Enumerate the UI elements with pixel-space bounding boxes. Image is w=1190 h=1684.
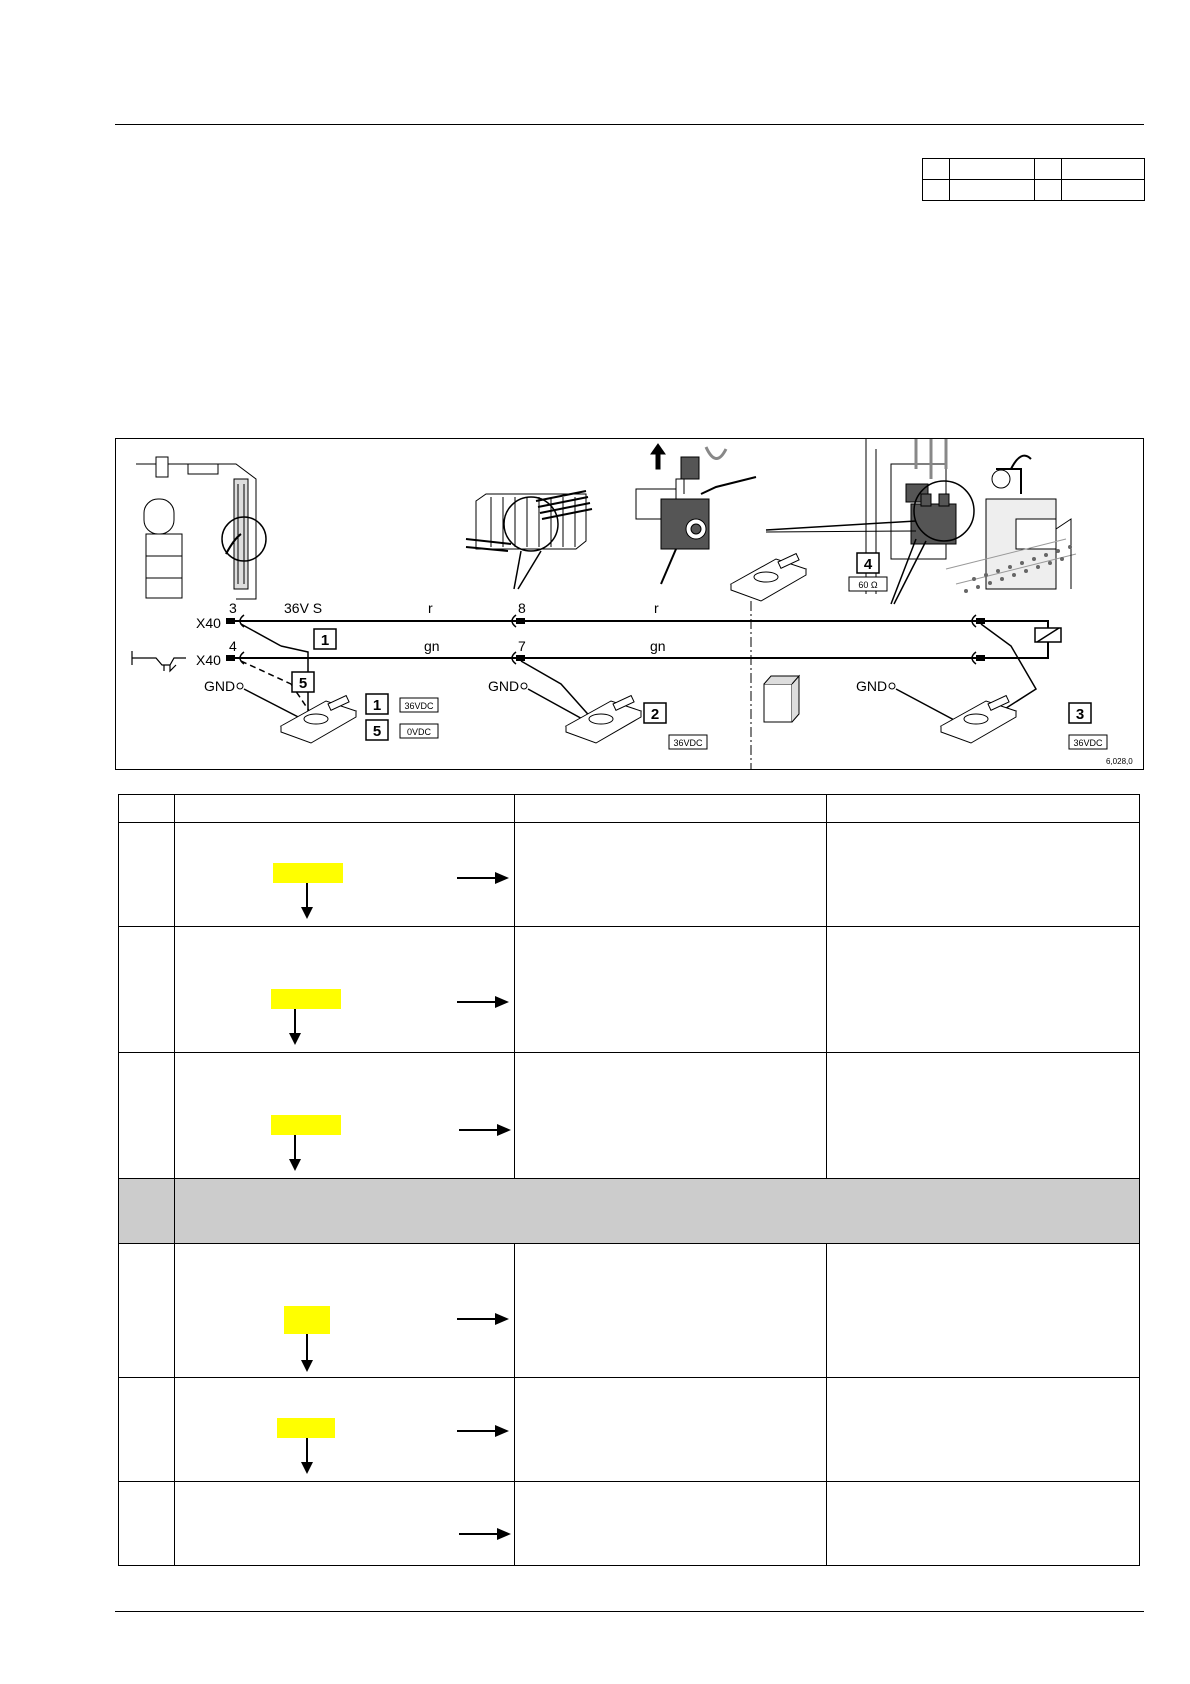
- signal-label: 36V S: [284, 600, 323, 616]
- terminal: [976, 655, 985, 661]
- wiring-diagram: [115, 438, 1144, 770]
- flow-line: [306, 883, 308, 907]
- ref-cell: [950, 180, 1035, 201]
- ref-cell: [950, 159, 1035, 180]
- header-cell: [515, 795, 827, 823]
- flow-line: [457, 877, 495, 879]
- step-3-marker: 3: [1075, 706, 1085, 723]
- step-cell: [119, 1053, 175, 1179]
- gnd-label-1: GND: [204, 678, 236, 694]
- table-row: [119, 1482, 1140, 1566]
- shaded-cell: [175, 1179, 1140, 1244]
- action-cell: [827, 1053, 1140, 1179]
- result-cell: [515, 1482, 827, 1566]
- wire-gn-label-2: gn: [650, 638, 666, 654]
- action-cell: [827, 1482, 1140, 1566]
- down-arrow-icon: [289, 1033, 301, 1045]
- terminal: [516, 655, 525, 661]
- step-cell: [119, 823, 175, 927]
- x40-top-label: X40: [196, 615, 221, 631]
- ref-cell: [923, 180, 950, 201]
- shaded-cell: [119, 1179, 175, 1244]
- check-cell: [175, 1482, 515, 1566]
- reading-step-2: 36VDC: [673, 738, 703, 748]
- multimeter-1: [281, 696, 356, 743]
- gnd-label-2: GND: [488, 678, 520, 694]
- reference-table: [922, 158, 1145, 201]
- pin4-label: 4: [229, 638, 237, 654]
- header-rule: [115, 124, 1144, 125]
- flow-line: [306, 1334, 308, 1360]
- step-cell: [119, 1378, 175, 1482]
- check-cell: [175, 1378, 515, 1482]
- switch-symbol: [132, 651, 186, 671]
- step-cell: [119, 1244, 175, 1378]
- step-5-marker: 5: [298, 675, 308, 692]
- wire-r-label-2: r: [654, 600, 659, 616]
- pin8-label: 8: [518, 600, 526, 616]
- action-cell: [827, 1244, 1140, 1378]
- right-arrow-icon: [495, 872, 509, 884]
- step-5-legend: 5: [372, 723, 382, 740]
- highlight-box: [273, 863, 343, 883]
- header-cell: [119, 795, 175, 823]
- terminal: [976, 618, 985, 624]
- step-1-legend: 1: [372, 697, 382, 714]
- highlight-box: [271, 1115, 341, 1135]
- solenoid-coil-illustration: [636, 444, 756, 584]
- action-cell: [827, 1378, 1140, 1482]
- result-cell: [515, 1244, 827, 1378]
- check-cell: [175, 823, 515, 927]
- highlight-box: [271, 989, 341, 1009]
- probe-leads-3: [896, 624, 1036, 721]
- connector-block-illustration: [466, 491, 592, 589]
- gnd-label-3: GND: [856, 678, 888, 694]
- wiring-svg: [116, 439, 1143, 769]
- multimeter-3: [941, 696, 1016, 743]
- flow-line: [457, 1001, 495, 1003]
- step-cell: [119, 927, 175, 1053]
- header-cell: [175, 795, 515, 823]
- control-board-illustration: [136, 457, 266, 599]
- reading-step-1: 36VDC: [404, 701, 434, 711]
- step-1-marker: 1: [320, 632, 330, 649]
- reading-step-5: 0VDC: [406, 727, 432, 737]
- action-cell: [827, 927, 1140, 1053]
- flow-line: [459, 1533, 497, 1535]
- probe-leads-2: [521, 661, 594, 721]
- action-cell: [827, 823, 1140, 927]
- right-arrow-icon: [495, 1425, 509, 1437]
- result-cell: [515, 1378, 827, 1482]
- reading-step-3: 36VDC: [1073, 738, 1103, 748]
- terminal: [516, 618, 525, 624]
- flow-line: [457, 1318, 495, 1320]
- right-arrow-icon: [495, 1313, 509, 1325]
- reading-step-4: 60 Ω: [858, 580, 878, 590]
- table-row: [119, 927, 1140, 1053]
- highlight-box: [284, 1306, 330, 1334]
- flow-line: [459, 1129, 497, 1131]
- table-row: [119, 1053, 1140, 1179]
- terminal: [226, 655, 235, 661]
- flow-line: [294, 1009, 296, 1033]
- right-arrow-icon: [495, 996, 509, 1008]
- ref-cell: [1062, 159, 1145, 180]
- component-box-icon: [764, 676, 799, 722]
- highlight-box: [277, 1418, 335, 1438]
- check-cell: [175, 927, 515, 1053]
- table-row: [119, 1244, 1140, 1378]
- flow-line: [306, 1438, 308, 1462]
- table-header-row: [119, 795, 1140, 823]
- right-arrow-icon: [497, 1528, 511, 1540]
- flow-line: [457, 1430, 495, 1432]
- ref-cell: [923, 159, 950, 180]
- table-row-shaded: [119, 1179, 1140, 1244]
- figure-id: 6,028,0: [1106, 757, 1133, 766]
- flow-line: [294, 1135, 296, 1159]
- wire-gn-label-1: gn: [424, 638, 440, 654]
- step-cell: [119, 1482, 175, 1566]
- down-arrow-icon: [289, 1159, 301, 1171]
- check-cell: [175, 1244, 515, 1378]
- header-cell: [827, 795, 1140, 823]
- ref-cell: [1035, 159, 1062, 180]
- down-arrow-icon: [301, 1360, 313, 1372]
- result-cell: [515, 1053, 827, 1179]
- pin3-label: 3: [229, 600, 237, 616]
- ref-cell: [1062, 180, 1145, 201]
- step-2-marker: 2: [650, 706, 660, 723]
- x40-bottom-label: X40: [196, 652, 221, 668]
- pin7-label: 7: [518, 638, 526, 654]
- check-cell: [175, 1053, 515, 1179]
- step-4-marker: 4: [863, 556, 873, 573]
- terminal: [226, 618, 235, 624]
- troubleshooting-table: [118, 794, 1140, 1566]
- result-cell: [515, 823, 827, 927]
- footer-rule: [115, 1611, 1144, 1612]
- result-cell: [515, 927, 827, 1053]
- multimeter-4: [731, 554, 806, 601]
- right-arrow-icon: [497, 1124, 511, 1136]
- down-arrow-icon: [301, 1462, 313, 1474]
- ref-cell: [1035, 180, 1062, 201]
- table-row: [119, 1378, 1140, 1482]
- table-row: [119, 823, 1140, 927]
- down-arrow-icon: [301, 907, 313, 919]
- wire-r-label-1: r: [428, 600, 433, 616]
